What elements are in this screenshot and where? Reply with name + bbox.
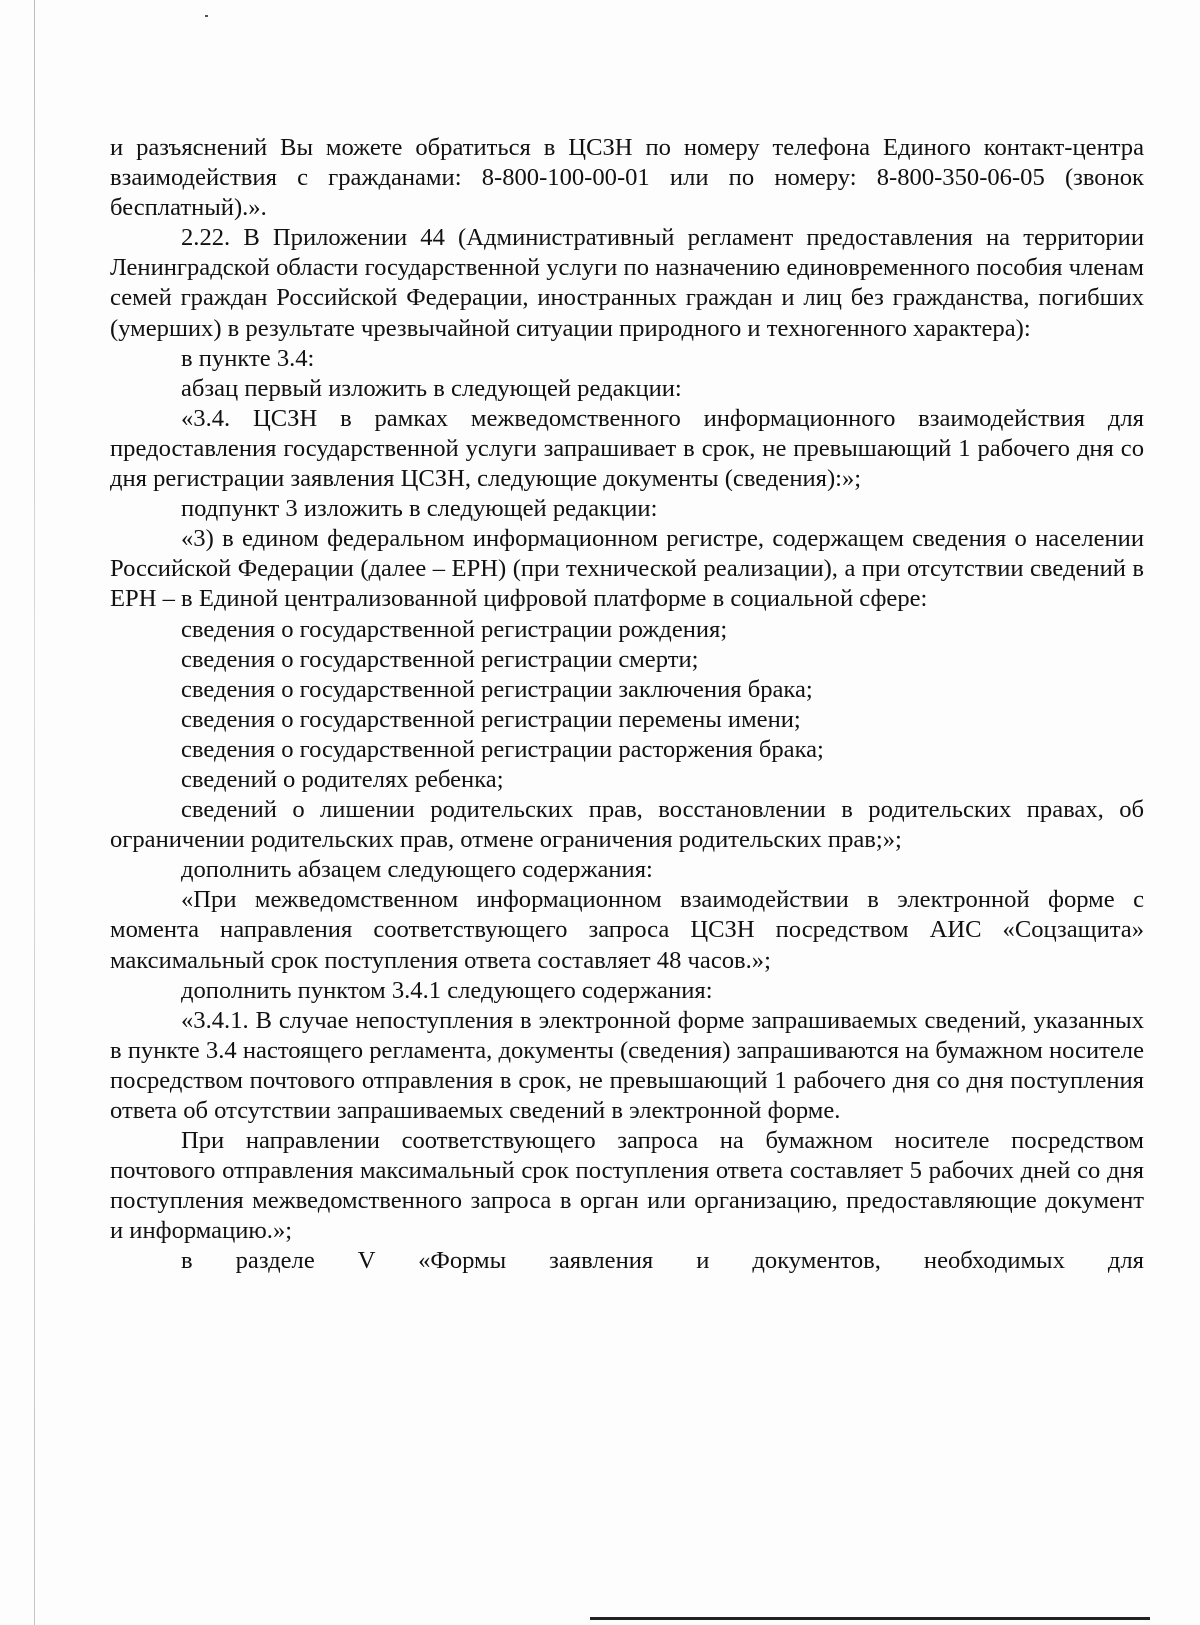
paragraph-contact-center: и разъяснений Вы можете обратиться в ЦСЗН по номеру телефона Единого контакт-центра взаимодействия с гражданами: 8-800-100-00-01 или по номеру: 8-800-350-06-05 (звонок бесплатный).».	[110, 134, 1144, 222]
scan-bottom-rule	[590, 1617, 1150, 1620]
paragraph-3-4-quote: «3.4. ЦСЗН в рамках межведомственного информационного взаимодействия для предоставления государственной услуги запрашивает в срок, не превышающий 1 рабочего дня со дня регистрации заявления ЦСЗН, следующие документы (сведения):»;	[110, 404, 1144, 493]
paragraph-3-ern-quote: «3) в едином федеральном информационном регистре, содержащем сведения о населении Российской Федерации (далее – ЕРН) (при технической реализации), а при отсутствии сведений в ЕРН – в Единой централизованной цифровой платформе в социальной сфере:	[110, 525, 1144, 613]
paragraph-48-hours-quote: «При межведомственном информационном взаимодействии в электронной форме с момента направления соответствующего запроса ЦСЗН посредством АИС «Соцзащита» максимальный срок поступления ответа составляет 48 часов.»;	[110, 886, 1144, 974]
paragraph-first-abzac: абзац первый изложить в следующей редакции:	[181, 374, 682, 402]
document-body	[110, 133, 1144, 1277]
list-item-marriage: сведения о государственной регистрации заключения брака;	[181, 675, 813, 703]
paragraph-add-point-3-4-1: дополнить пунктом 3.4.1 следующего содержания:	[181, 976, 713, 1004]
paragraph-2-22: 2.22. В Приложении 44 (Административный регламент предоставления на территории Ленинградской области государственной услуги по назначению единовременного пособия членам семей граждан Российской Федерации, иностранных граждан и лиц без гражданства, погибших (умерших) в результате чрезвычайной ситуации природного и техногенного характера):	[110, 224, 1144, 342]
scan-speck	[205, 15, 208, 17]
paragraph-in-point-3-4: в пункте 3.4:	[181, 344, 315, 372]
paragraph-3-4-1-quote: «3.4.1. В случае непоступления в электронной форме запрашиваемых сведений, указанных в пункте 3.4 настоящего регламента, документы (сведения) запрашиваются на бумажном носителе посредством почтового отправления в срок, не превышающий 1 рабочего дня со дня поступления ответа об отсутствии запрашиваемых сведений в электронной форме.	[110, 1006, 1144, 1124]
list-item-name-change: сведения о государственной регистрации перемены имени;	[181, 705, 801, 733]
paragraph-paper-request: При направлении соответствующего запроса на бумажном носителе посредством почтового отправления максимальный срок поступления ответа составляет 5 рабочих дней со дня поступления межведомственного запроса в орган или организацию, предоставляющие документ и информацию.»;	[110, 1127, 1144, 1245]
paragraph-section-v: в разделе V «Формы заявления и документов, необходимых для	[181, 1247, 1144, 1275]
scan-left-edge-line	[34, 0, 35, 1625]
list-item-birth: сведения о государственной регистрации рождения;	[181, 615, 728, 643]
list-item-divorce: сведения о государственной регистрации расторжения брака;	[181, 735, 824, 763]
list-item-parents: сведений о родителях ребенка;	[181, 765, 504, 793]
paragraph-subpoint-3: подпункт 3 изложить в следующей редакции:	[181, 495, 658, 523]
list-item-death: сведения о государственной регистрации смерти;	[181, 645, 699, 673]
list-item-parental-rights: сведений о лишении родительских прав, восстановлении в родительских правах, об ограничении родительских прав, отмене ограничения родительских прав;»;	[110, 796, 1144, 854]
paragraph-add-abzac: дополнить абзацем следующего содержания:	[181, 856, 653, 884]
